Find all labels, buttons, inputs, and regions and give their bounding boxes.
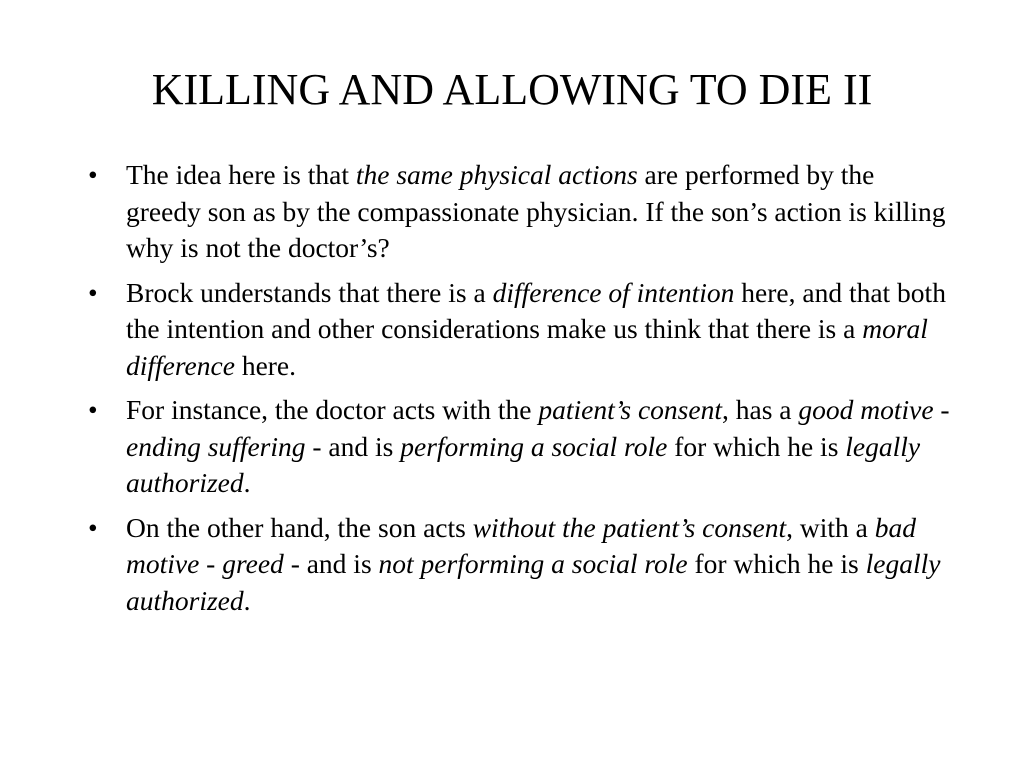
italic-text-segment: difference of intention <box>492 276 735 308</box>
bullet-marker: • <box>88 159 98 190</box>
italic-text-segment: performing a social role <box>400 430 668 462</box>
slide-title: KILLING AND ALLOWING TO DIE II <box>151 65 873 114</box>
text-segment: Brock understands that there is a <box>126 276 493 308</box>
text-segment: On the other hand, the son acts <box>126 511 473 543</box>
text-segment: - and is <box>283 548 379 579</box>
bullet-item <box>88 510 950 620</box>
bullet-text <box>126 157 950 267</box>
text-segment: . <box>243 584 251 616</box>
text-segment: here. <box>234 349 297 381</box>
text-segment: , has a <box>721 394 799 425</box>
text-segment: are performed by the greedy son as by the compassionate physician. If the son’s action is killing why is not the doctor’s? <box>126 159 946 263</box>
text-segment: . <box>243 467 251 498</box>
bullet-marker: • <box>88 511 98 543</box>
text-segment: for which he is <box>667 430 846 462</box>
bullet-marker: • <box>88 394 98 425</box>
text-segment: for which he is <box>687 548 866 579</box>
bullet-list <box>88 157 950 627</box>
italic-text-segment: without the patient’s consent <box>472 511 787 543</box>
text-segment: - and is <box>305 430 401 462</box>
bullet-text <box>126 392 950 502</box>
text-segment: For instance, the doctor acts with the <box>126 394 539 425</box>
italic-text-segment: good motive - ending suffering <box>126 394 950 462</box>
bullet-marker: • <box>88 276 98 308</box>
bullet-text <box>126 275 950 385</box>
italic-text-segment: legally authorized <box>126 548 941 616</box>
text-segment: The idea here is that <box>126 159 356 190</box>
italic-text-segment: patient’s consent <box>538 394 722 425</box>
bullet-item <box>88 392 950 502</box>
text-segment: , with a <box>786 511 875 543</box>
text-segment: here, and that both the intention and other considerations make us think that there is a <box>126 276 946 344</box>
bullet-text <box>126 510 950 620</box>
bullet-item <box>88 275 950 385</box>
italic-text-segment: moral difference <box>126 313 928 381</box>
italic-text-segment: legally authorized <box>126 430 921 498</box>
italic-text-segment: bad motive - greed <box>126 511 917 579</box>
italic-text-segment: the same physical actions <box>355 159 638 190</box>
italic-text-segment: not performing a social role <box>378 548 688 579</box>
bullet-item <box>88 157 950 267</box>
